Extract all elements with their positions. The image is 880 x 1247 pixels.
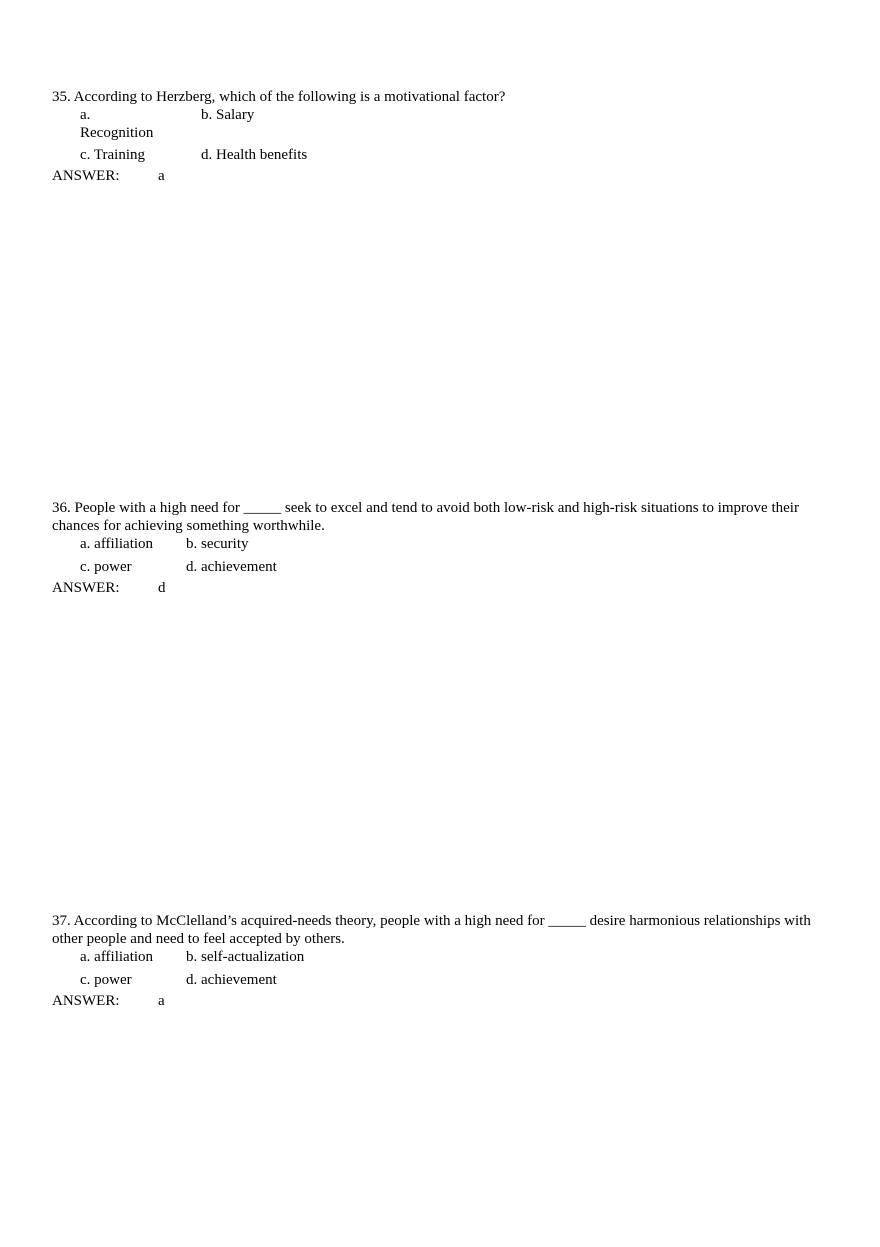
option-d: d. achievement bbox=[186, 972, 277, 988]
question-stem: 36. People with a high need for _____ seek to excel and tend to avoid both low-risk and high-risk situations to improve their chances for achieving something worthwhile. bbox=[52, 500, 799, 534]
answer-label: ANSWER: bbox=[52, 168, 120, 184]
options-row bbox=[80, 948, 842, 971]
question-stem: 37. According to McClelland’s acquired-needs theory, people with a high need for _____ desire harmonious relationships with other people and need to feel accepted by others. bbox=[52, 913, 811, 947]
option-c: c. Training bbox=[80, 147, 146, 163]
options-row bbox=[80, 535, 842, 558]
options bbox=[80, 535, 842, 581]
question-35 bbox=[52, 88, 842, 185]
options bbox=[80, 106, 842, 169]
option-b: b. self-actualization bbox=[186, 949, 305, 965]
question-37 bbox=[52, 912, 842, 1010]
options-row bbox=[80, 146, 842, 169]
answer-value: d bbox=[158, 580, 166, 596]
answer-line bbox=[52, 579, 842, 597]
question-36 bbox=[52, 499, 842, 597]
option-b: b. Salary bbox=[201, 107, 255, 123]
option-a: a. affiliation bbox=[80, 536, 154, 552]
options bbox=[80, 948, 842, 994]
option-c: c. power bbox=[80, 972, 132, 988]
option-c: c. power bbox=[80, 559, 132, 575]
option-a: a. affiliation bbox=[80, 949, 154, 965]
answer-value: a bbox=[158, 993, 165, 1009]
answer-label: ANSWER: bbox=[52, 580, 120, 596]
option-d: d. Health benefits bbox=[201, 147, 308, 163]
answer-label: ANSWER: bbox=[52, 993, 120, 1009]
answer-value: a bbox=[158, 168, 165, 184]
answer-line bbox=[52, 992, 842, 1010]
question-stem: 35. According to Herzberg, which of the following is a motivational factor? bbox=[52, 89, 506, 105]
answer-line bbox=[52, 167, 842, 185]
options-row bbox=[80, 558, 842, 581]
option-a: a. Recognition bbox=[80, 107, 154, 141]
options-row bbox=[80, 971, 842, 994]
option-d: d. achievement bbox=[186, 559, 277, 575]
option-b: b. security bbox=[186, 536, 249, 552]
options-row bbox=[80, 106, 842, 146]
